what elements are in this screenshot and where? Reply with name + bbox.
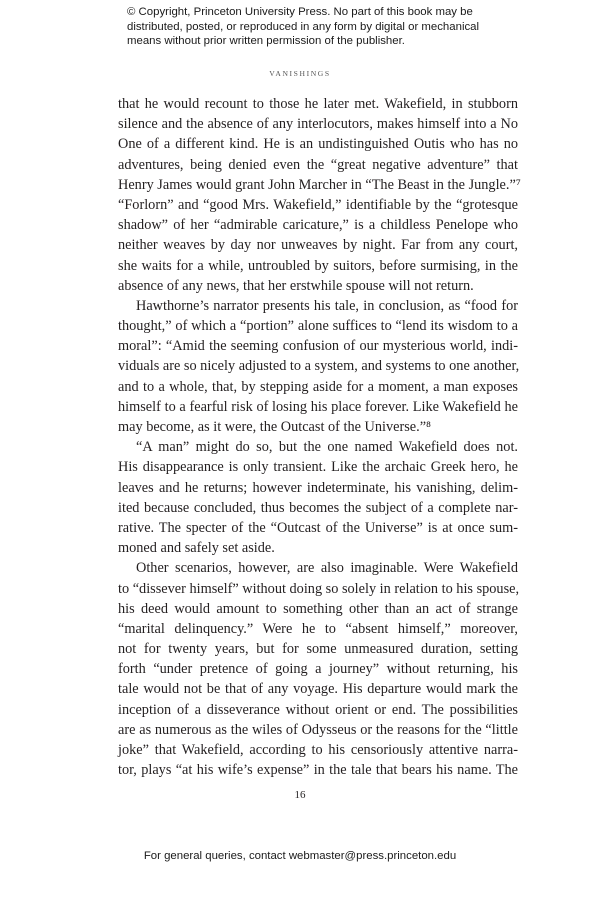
copyright-line: © Copyright, Princeton University Press. No part of this book may be	[127, 6, 473, 18]
text-line: His disappearance is only transient. Like the archaic Greek hero, he	[118, 459, 518, 476]
text-line: himself to a fearful risk of losing his place forever. Like Wakefield he	[118, 398, 518, 415]
text-line: absence of any news, that her erstwhile spouse will not return.	[118, 277, 474, 294]
text-line: forth “under pretence of going a journey” without returning, his	[118, 661, 518, 678]
text-line: “A man” might do so, but the one named Wakefield does not.	[136, 439, 518, 456]
text-line: Henry James would grant John Marcher in “The Beast in the Jungle.”⁷	[118, 176, 521, 193]
text-line: shadow” of her “admirable caricature,” is a childless Penelope who	[118, 217, 518, 234]
text-line: ited because concluded, thus becomes the subject of a complete nar-	[118, 499, 518, 516]
text-line: and to a whole, that, by stepping aside for a moment, a man exposes	[118, 378, 518, 395]
paragraph	[118, 94, 521, 296]
text-line: adventures, being denied even the “great negative adventure” that	[118, 156, 518, 173]
text-line: not for twenty years, but for some unmeasured duration, setting	[118, 641, 518, 658]
text-line: viduals are so nicely adjusted to a system, and systems to one another,	[118, 358, 520, 375]
text-line: joke” that Wakefield, according to his censoriously attentive narra-	[118, 742, 518, 758]
text-line: “marital delinquency.” Were he to “absent himself,” moreover,	[118, 620, 518, 637]
text-line: “Forlorn” and “good Mrs. Wakefield,” identifiable by the “grotesque	[118, 196, 518, 213]
text-line: that he would recount to those he later met. Wakefield, in stubborn	[118, 96, 518, 112]
copyright-notice	[127, 5, 507, 49]
paragraph	[118, 437, 518, 558]
text-line: may become, as it were, the Outcast of the Universe.”⁸	[118, 419, 432, 435]
text-line: tale would not be that of any voyage. His departure would mark the	[118, 681, 518, 698]
footer-contact: For general queries, contact webmaster@press.princeton.edu	[143, 850, 457, 862]
text-line: moned and safely set aside.	[118, 540, 275, 557]
paragraph	[118, 296, 518, 437]
text-line: silence and the absence of any interlocutors, makes himself into a No	[118, 116, 518, 133]
body-text	[118, 94, 521, 780]
running-head: VANISHINGS	[269, 69, 331, 78]
text-line: neither weaves by day nor unweaves by night. Far from any court,	[118, 237, 518, 254]
paragraph	[118, 558, 518, 780]
text-line: One of a different kind. He is an undistinguished Outis who has no	[118, 136, 518, 153]
text-line: Other scenarios, however, are also imaginable. Were Wakefield	[136, 560, 518, 577]
text-line: inception of a disseverance without orient or end. The possibilities	[118, 701, 518, 718]
text-line: thought,” of which a “portion” alone suffices to “lend its wisdom to a	[118, 318, 518, 335]
copyright-line: distributed, posted, or reproduced in any form by digital or mechanical	[127, 20, 480, 33]
text-line: his deed would amount to something other than an act of strange	[118, 600, 518, 617]
text-line: she waits for a while, untroubled by suitors, before surmising, in the	[118, 257, 518, 274]
copyright-line: means without prior written permission of the publisher.	[127, 35, 405, 48]
text-line: moral”: “Amid the seeming confusion of our mysterious world, indi-	[118, 338, 518, 355]
text-line: are as numerous as the wiles of Odysseus or the reasons for the “little	[118, 721, 518, 738]
page-number: 16	[294, 789, 306, 801]
text-line: Hawthorne’s narrator presents his tale, in conclusion, as “food for	[136, 297, 518, 314]
text-line: to “dissever himself” without doing so solely in relation to his spouse,	[118, 580, 520, 597]
text-line: rative. The specter of the “Outcast of the Universe” is at once sum-	[118, 519, 518, 536]
text-line: tor, plays “at his wife’s expense” in the tale that bears his name. The	[118, 762, 518, 779]
text-line: leaves and he returns; however indeterminate, his vanishing, delim-	[118, 479, 518, 496]
